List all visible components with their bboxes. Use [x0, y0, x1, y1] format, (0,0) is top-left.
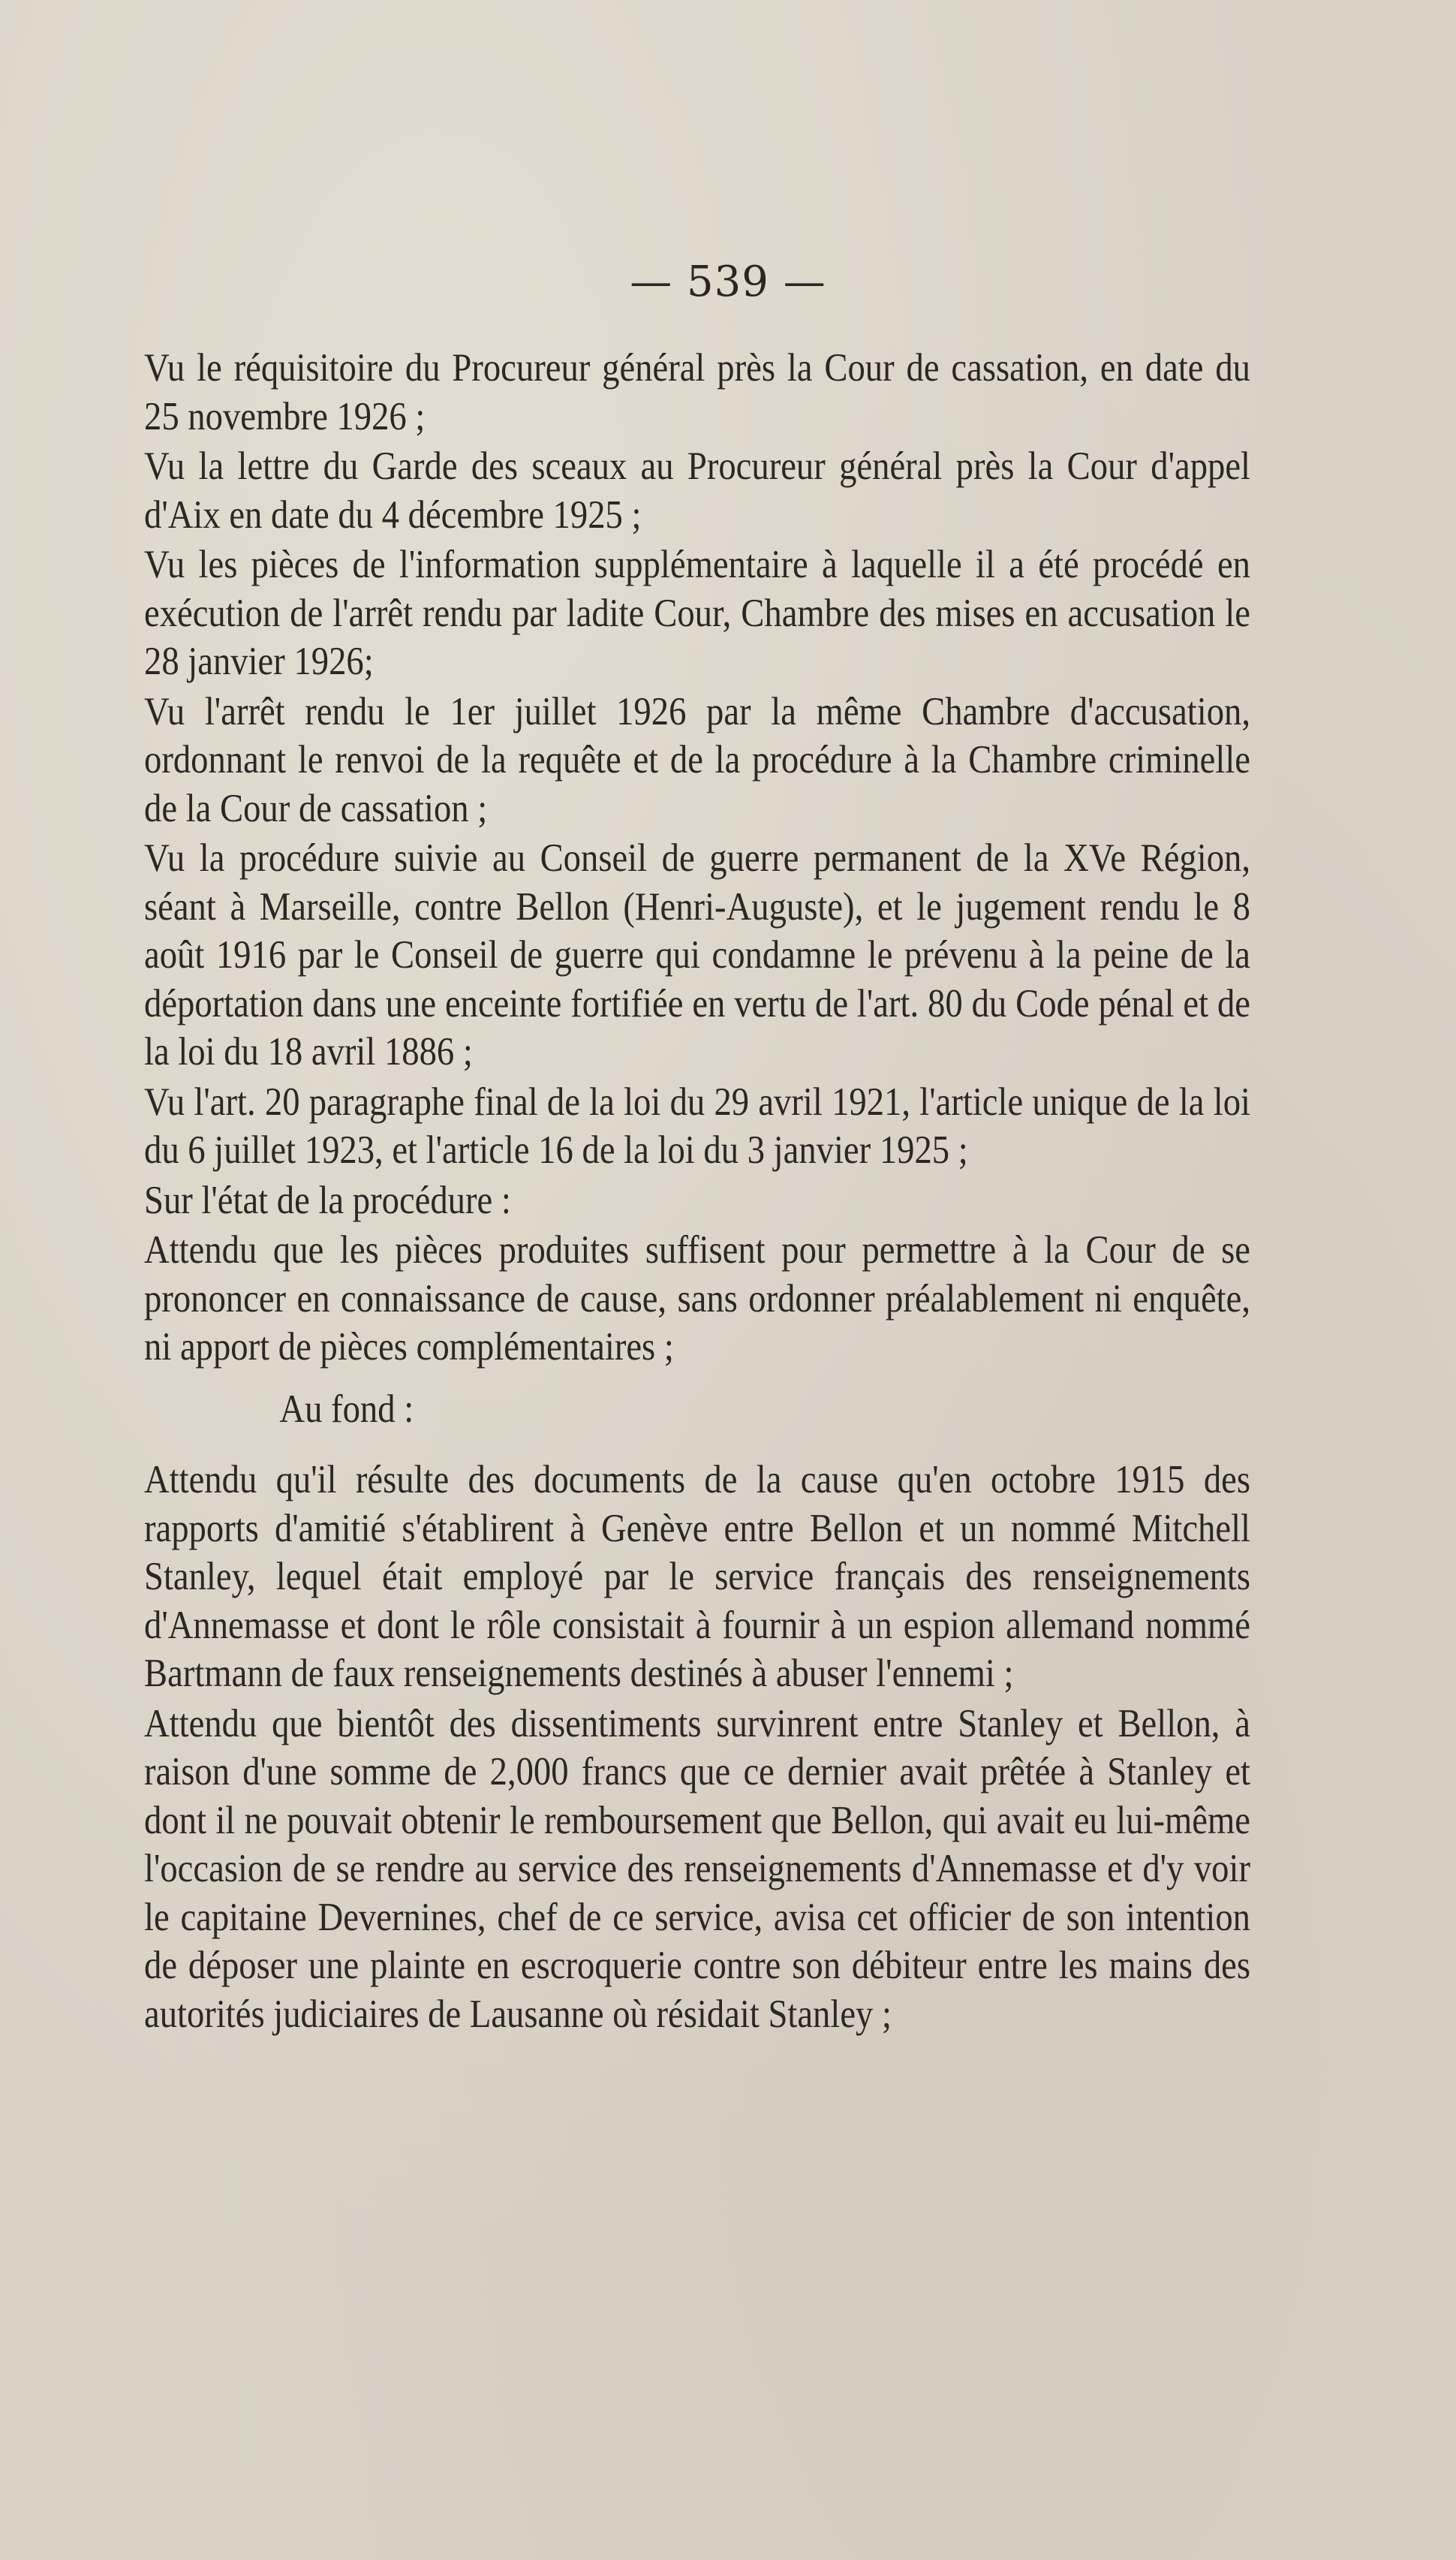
- paragraph-articles-loi: Vu l'art. 20 paragraphe final de la loi du 29 avril 1921, l'article unique de la loi du 6 juillet 1923, et l'article 16 de la loi du 3 janvier 1925 ;: [144, 1080, 1250, 1172]
- paragraph-attendu-documents: Attendu qu'il résulte des documents de la cause qu'en octobre 1915 des rapports d'amitié s'établirent à Genève entre Bellon et un nommé Mitchell Stanley, lequel était employé par le service français des renseignements d'Annemasse et dont le rôle consistait à fournir à un espion allemand nommé Bartmann de faux renseignements destinés à abuser l'ennemi ;: [144, 1458, 1250, 1695]
- page-number: — 539 —: [630, 258, 826, 306]
- paragraph-lettre-garde-des-sceaux: Vu la lettre du Garde des sceaux au Procureur général près la Cour d'appel d'Aix en date du 4 décembre 1925 ;: [144, 444, 1250, 537]
- paragraph-attendu-pieces: Attendu que les pièces produites suffisent pour permettre à la Cour de se prononcer en connaissance de cause, sans ordonner préalablement ni enquête, ni apport de pièces complémentaires ;: [144, 1228, 1250, 1369]
- paragraph-attendu-dissentiments: Attendu que bientôt des dissentiments survinrent entre Stanley et Bellon, à raison d'une somme de 2,000 francs que ce dernier avait prêtée à Stanley et dont il ne pouvait obtenir le remboursement que Bellon, qui avait eu lui-même l'occasion de se rendre au service des renseignements d'Annemasse et d'y voir le capitaine Devernines, chef de ce service, avisa cet officier de son intention de déposer une plainte en escroquerie contre son débiteur entre les mains des autorités judiciaires de Lausanne où résidait Stanley ;: [144, 1701, 1250, 2036]
- body-text: [144, 344, 1250, 2040]
- paragraph-etat-procedure: Sur l'état de la procédure :: [144, 1178, 511, 1222]
- paragraph-arret-chambre: Vu l'arrêt rendu le 1er juillet 1926 par la même Chambre d'accusation, ordonnant le renvoi de la requête et de la procédure à la Chambre criminelle de la Cour de cassation ;: [144, 689, 1250, 830]
- paragraph-pieces-information: Vu les pièces de l'information supplémentaire à laquelle il a été procédé en exécution de l'arrêt rendu par ladite Cour, Chambre des mises en accusation le 28 janvier 1926;: [144, 543, 1250, 683]
- heading-au-fond: Au fond :: [279, 1387, 414, 1431]
- paragraph-requisitoire: Vu le réquisitoire du Procureur général près la Cour de cassation, en date du 25 novembre 1926 ;: [144, 346, 1250, 438]
- paragraph-procedure-conseil-guerre: Vu la procédure suivie au Conseil de guerre permanent de la XVe Région, séant à Marseille, contre Bellon (Henri-Auguste), et le jugement rendu le 8 août 1916 par le Conseil de guerre qui condamne le prévenu à la peine de la déportation dans une enceinte fortifiée en vertu de l'art. 80 du Code pénal et de la loi du 18 avril 1886 ;: [144, 836, 1250, 1074]
